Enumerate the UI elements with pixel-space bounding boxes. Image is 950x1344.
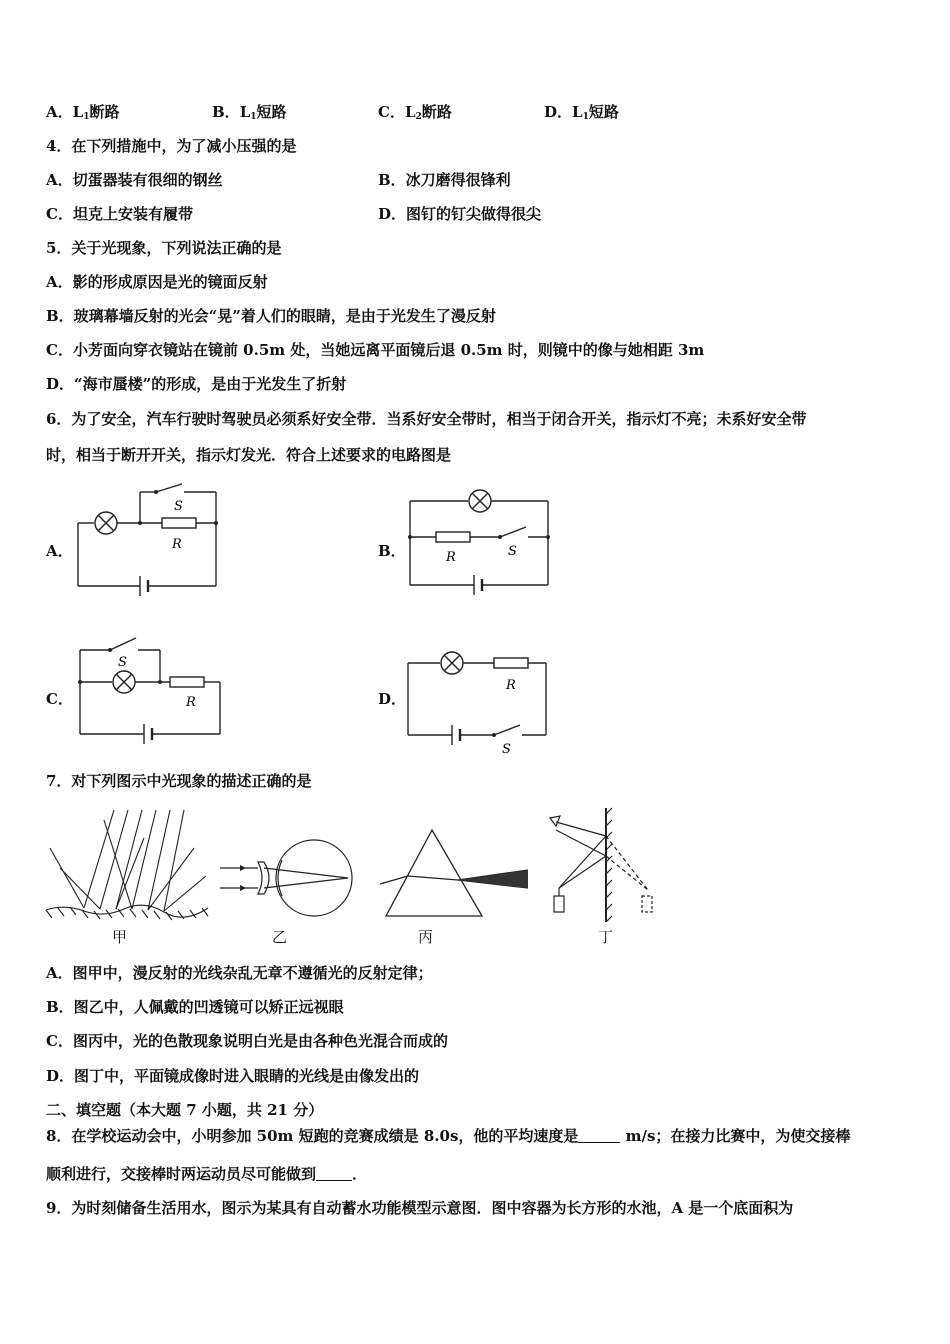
q6-stem-line1: 6．为了安全，汽车行驶时驾驶员必须系好安全带．当系好安全带时，相当于闭合开关，指示灯不亮；未系好安全带 bbox=[46, 410, 807, 428]
figure-label-yi: 乙 bbox=[272, 928, 288, 946]
q7-option-d: D．图丁中，平面镜成像时进入眼睛的光线是由像发出的 bbox=[46, 1067, 420, 1085]
q5-option-d: D．“海市蜃楼”的形成，是由于光发生了折射 bbox=[46, 375, 347, 393]
q6-label-a: A． bbox=[46, 542, 73, 560]
circuit-diagram-a bbox=[72, 480, 232, 605]
q6-label-d: D． bbox=[378, 690, 407, 708]
q9-stem: 9．为时刻储备生活用水，图示为某具有自动蓄水功能模型示意图．图中容器为长方形的水池，A 是一个底面积为 bbox=[46, 1199, 794, 1217]
resistor-label: R bbox=[186, 695, 196, 710]
figure-bing-prism-dispersion bbox=[378, 826, 538, 922]
q7-option-c: C．图丙中，光的色散现象说明白光是由各种色光混合而成的 bbox=[46, 1032, 448, 1050]
circuit-diagram-c bbox=[74, 630, 234, 752]
q6-label-b: B． bbox=[378, 542, 406, 560]
q3-option-b: B．$L_1$短路 bbox=[212, 103, 287, 122]
q3-option-c: C．$L_2$断路 bbox=[378, 103, 452, 122]
q4-stem: 4．在下列措施中，为了减小压强的是 bbox=[46, 137, 297, 155]
q6-stem-line2: 时，相当于断开开关，指示灯发光．符合上述要求的电路图是 bbox=[46, 446, 452, 464]
figure-yi-eye-lens bbox=[218, 832, 358, 928]
q5-option-b: B．玻璃幕墙反射的光会“晃”着人们的眼睛，是由于光发生了漫反射 bbox=[46, 307, 496, 325]
q4-option-b: B．冰刀磨得很锋利 bbox=[378, 171, 511, 189]
resistor-label: R bbox=[506, 678, 516, 693]
resistor-label: R bbox=[446, 550, 456, 565]
figure-label-ding: 丁 bbox=[598, 928, 614, 946]
q7-option-a: A．图甲中，漫反射的光线杂乱无章不遵循光的反射定律； bbox=[46, 964, 433, 982]
figure-ding-plane-mirror bbox=[546, 806, 666, 942]
q5-option-c: C．小芳面向穿衣镜站在镜前 0.5m 处，当她远离平面镜后退 0.5m 时，则镜中的像与她相距 3m bbox=[46, 341, 705, 359]
figure-label-bing: 丙 bbox=[418, 928, 434, 946]
circuit-diagram-d bbox=[400, 645, 560, 757]
q4-option-a: A．切蛋器装有很细的钢丝 bbox=[46, 171, 223, 189]
resistor-label: R bbox=[172, 537, 182, 552]
q8-blank-relay[interactable] bbox=[316, 1166, 352, 1181]
switch-label: S bbox=[174, 499, 183, 514]
q7-stem: 7．对下列图示中光现象的描述正确的是 bbox=[46, 772, 312, 790]
section-title: 二、填空题（本大题 7 小题，共 21 分） bbox=[46, 1101, 324, 1119]
q3-option-d: D．$L_1$短路 bbox=[544, 103, 619, 122]
q5-option-a: A．影的形成原因是光的镜面反射 bbox=[46, 273, 268, 291]
figure-label-jia: 甲 bbox=[112, 928, 128, 946]
switch-label: S bbox=[502, 742, 511, 757]
q8-blank-speed[interactable] bbox=[578, 1128, 620, 1143]
q8-line1: 8．在学校运动会中，小明参加 50m 短跑的竞赛成绩是 8.0s，他的平均速度是 m/s；在接力比赛中，为使交接棒 bbox=[46, 1127, 851, 1145]
switch-label: S bbox=[508, 544, 517, 559]
q6-label-c: C． bbox=[46, 690, 73, 708]
q5-stem: 5．关于光现象，下列说法正确的是 bbox=[46, 239, 282, 257]
circuit-diagram-b bbox=[402, 485, 562, 605]
q3-option-a: A．$L_1$断路 bbox=[46, 103, 120, 122]
switch-label: S bbox=[118, 655, 127, 670]
q4-option-d: D．图钉的钉尖做得很尖 bbox=[378, 205, 542, 223]
q4-option-c: C．坦克上安装有履带 bbox=[46, 205, 193, 223]
q8-line2: 顺利进行，交接棒时两运动员尽可能做到 ． bbox=[46, 1165, 368, 1183]
q7-option-b: B．图乙中，人佩戴的凹透镜可以矫正远视眼 bbox=[46, 998, 344, 1016]
